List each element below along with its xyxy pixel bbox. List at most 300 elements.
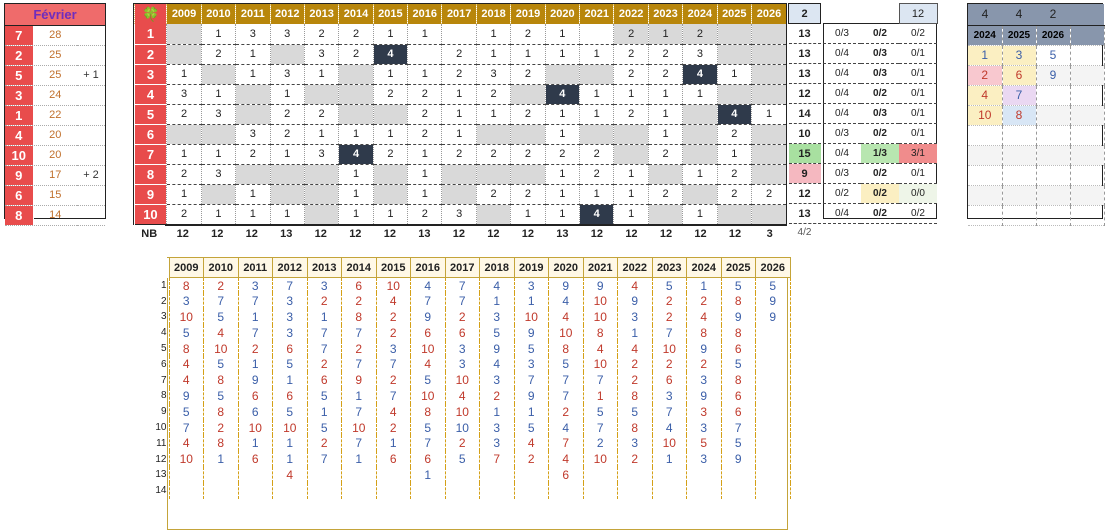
- bottom-row: [150, 483, 790, 499]
- bottom-cell: 6: [411, 451, 446, 467]
- ratio-cell: 0/4: [823, 84, 861, 104]
- grid-cell: [236, 164, 270, 184]
- bottom-cell: [756, 341, 791, 357]
- bottom-year-header: 2011: [238, 258, 273, 278]
- ratio-cell: 0/4: [823, 104, 861, 124]
- bottom-index: 12: [155, 453, 167, 465]
- bottom-cell: 10: [652, 435, 687, 451]
- year-header: 2020: [545, 4, 579, 24]
- recent-year-2026: 2026: [1036, 25, 1070, 45]
- bottom-cell: 9: [721, 309, 756, 325]
- bottom-cell: [756, 483, 791, 499]
- bottom-cell: 7: [445, 293, 480, 309]
- grid-cell: [304, 184, 338, 204]
- grid-row: [135, 44, 787, 64]
- bottom-cell: 5: [169, 325, 204, 341]
- grid-row: [135, 24, 787, 44]
- grid-cell: 1: [373, 124, 407, 144]
- ratio-cell: 0/3: [861, 104, 899, 124]
- recent-cell-empty: [1070, 205, 1104, 225]
- bottom-cell: 3: [480, 372, 515, 388]
- bottom-index: 1: [160, 279, 167, 291]
- grid-cell: [442, 184, 476, 204]
- bottom-cell: 5: [514, 420, 549, 436]
- grid-cell: 3: [442, 204, 476, 224]
- grid-cell: [614, 144, 648, 164]
- grid-cell: 1: [511, 44, 545, 64]
- year-header: 2011: [236, 4, 270, 24]
- bottom-cell: 5: [514, 341, 549, 357]
- total-value: 9: [789, 164, 821, 184]
- recent-row: [968, 45, 1104, 65]
- bottom-cell: 4: [618, 278, 653, 294]
- bottom-cell: 1: [618, 325, 653, 341]
- nb-count: 12: [511, 225, 546, 243]
- grid-cell: 3: [167, 84, 201, 104]
- recent-count-2025: 4: [1002, 4, 1036, 25]
- recent-cell: [1036, 165, 1070, 185]
- bottom-cell: 3: [273, 293, 308, 309]
- ranking-row: [5, 65, 105, 85]
- bottom-cell: 10: [238, 420, 273, 436]
- bottom-cell: 8: [342, 309, 377, 325]
- bottom-cell: 4: [652, 420, 687, 436]
- total-value: 13: [789, 44, 821, 64]
- bottom-cell: 10: [583, 309, 618, 325]
- bottom-cell: 5: [618, 404, 653, 420]
- bottom-row: [150, 404, 790, 420]
- bottom-cell: 7: [307, 341, 342, 357]
- grid-cell: 1: [408, 184, 442, 204]
- year-header: 2015: [373, 4, 407, 24]
- grid-cell: 2: [476, 84, 510, 104]
- recent-cell: [1036, 145, 1070, 165]
- bottom-cell: 4: [273, 467, 308, 483]
- bottom-cell: 3: [273, 325, 308, 341]
- bottom-cell: [721, 467, 756, 483]
- bottom-cell: 7: [376, 388, 411, 404]
- grid-cell: 2: [717, 164, 751, 184]
- bottom-cell: 7: [480, 451, 515, 467]
- bottom-cell: 5: [652, 278, 687, 294]
- grid-cell: 2: [511, 184, 545, 204]
- ranking-score: 14: [33, 205, 77, 225]
- grid-cell: [752, 64, 787, 84]
- nb-count: 12: [580, 225, 615, 243]
- grid-cell: 2: [408, 84, 442, 104]
- total-value: 12: [789, 84, 821, 104]
- grid-cell: 1: [545, 204, 579, 224]
- year-header: 2024: [683, 4, 717, 24]
- bottom-cell: 1: [307, 404, 342, 420]
- grid-cell: [752, 124, 787, 144]
- grid-cell: 2: [408, 204, 442, 224]
- row-number: 7: [135, 144, 167, 164]
- row-number: 1: [135, 24, 167, 44]
- bottom-cell: 9: [342, 372, 377, 388]
- grid-cell: 1: [201, 204, 235, 224]
- grid-cell: 2: [167, 104, 201, 124]
- bottom-cell: 5: [445, 451, 480, 467]
- bottom-cell: 7: [652, 325, 687, 341]
- bottom-row: [150, 309, 790, 325]
- recent-row: [968, 145, 1104, 165]
- ratio-cell: 0/2: [823, 184, 861, 204]
- bottom-cell: [756, 467, 791, 483]
- ranking-number: 3: [5, 85, 33, 105]
- bottom-cell: 6: [307, 372, 342, 388]
- bottom-cell: 10: [583, 293, 618, 309]
- grid-cell: 2: [511, 64, 545, 84]
- bottom-index: 7: [160, 374, 167, 386]
- bottom-cell: 1: [342, 388, 377, 404]
- bottom-cell: 9: [514, 388, 549, 404]
- bottom-cell: 2: [307, 293, 342, 309]
- ranking-row: [5, 45, 105, 65]
- bottom-cell: 1: [687, 278, 722, 294]
- grid-cell: 2: [304, 24, 338, 44]
- grid-cell: [545, 64, 579, 84]
- bottom-row: [150, 278, 790, 294]
- grid-cell: [683, 144, 717, 164]
- bottom-cell: 7: [238, 325, 273, 341]
- grid-cell: 1: [683, 204, 717, 224]
- bottom-cell: 6: [273, 341, 308, 357]
- bottom-year-header: 2024: [687, 258, 722, 278]
- ratio-cell: 0/1: [899, 64, 937, 84]
- year-header: 2019: [511, 4, 545, 24]
- grid-cell: 2: [442, 44, 476, 64]
- grid-cell: [304, 204, 338, 224]
- grid-cell: 1: [304, 124, 338, 144]
- bottom-index: 10: [155, 422, 167, 434]
- bottom-cell: [756, 356, 791, 372]
- grid-cell: [683, 104, 717, 124]
- bottom-year-header: 2017: [445, 258, 480, 278]
- bottom-year-header: 2010: [204, 258, 239, 278]
- ranking-score: 20: [33, 145, 77, 165]
- nb-count: 12: [338, 225, 373, 243]
- total-value: 14: [789, 104, 821, 124]
- recent-count-2024: 4: [968, 4, 1002, 25]
- nb-count: 12: [614, 225, 649, 243]
- bottom-cell: [652, 483, 687, 499]
- bottom-index: 2: [160, 295, 167, 307]
- bottom-cell: 7: [307, 451, 342, 467]
- row-number: 5: [135, 104, 167, 124]
- bottom-year-header: 2015: [376, 258, 411, 278]
- bottom-cell: 4: [549, 420, 584, 436]
- ranking-bonus: [77, 25, 105, 45]
- grid-cell: 1: [545, 104, 579, 124]
- grid-cell: [339, 64, 373, 84]
- bottom-cell: [204, 483, 239, 499]
- nb-count: 12: [683, 225, 718, 243]
- total-row: [789, 204, 821, 224]
- total-row: [789, 44, 821, 64]
- bottom-cell: 3: [376, 341, 411, 357]
- bottom-row: [150, 420, 790, 436]
- total-row: [789, 164, 821, 184]
- bottom-cell: 5: [411, 420, 446, 436]
- grid-cell: 1: [683, 164, 717, 184]
- bottom-cell: 2: [342, 341, 377, 357]
- bottom-cell: 3: [618, 309, 653, 325]
- totals-header: 2: [789, 4, 821, 24]
- bottom-cell: 7: [583, 420, 618, 436]
- ranking-score: 28: [33, 25, 77, 45]
- ratio-row: [823, 204, 937, 224]
- bottom-cell: [204, 467, 239, 483]
- grid-cell: 1: [408, 144, 442, 164]
- ranking-number: 4: [5, 125, 33, 145]
- grid-cell: 1: [236, 44, 270, 64]
- recent-row: [968, 125, 1104, 145]
- year-header: 2017: [442, 4, 476, 24]
- grid-cell: [752, 44, 787, 64]
- grid-cell: [442, 164, 476, 184]
- nb-label: NB: [141, 228, 158, 240]
- bottom-cell: 2: [204, 278, 239, 294]
- ranking-bonus: + 1: [77, 65, 105, 85]
- total-value: 12: [789, 184, 821, 204]
- ranking-score: 25: [33, 45, 77, 65]
- grid-cell: 1: [580, 84, 614, 104]
- bottom-cell: 5: [307, 388, 342, 404]
- grid-cell: 1: [545, 124, 579, 144]
- grid-cell: 3: [270, 64, 304, 84]
- bottom-cell: 4: [445, 388, 480, 404]
- bottom-cell: [514, 467, 549, 483]
- grid-cell: [201, 184, 235, 204]
- recent-count-2026: 2: [1036, 4, 1070, 25]
- grid-cell: [167, 24, 201, 44]
- grid-cell: [476, 204, 510, 224]
- bottom-cell: [756, 372, 791, 388]
- grid-cell: [717, 24, 751, 44]
- bottom-cell: 2: [307, 356, 342, 372]
- bottom-cell: 2: [445, 309, 480, 325]
- grid-row: [135, 184, 787, 204]
- bottom-cell: 6: [376, 451, 411, 467]
- bottom-cell: 7: [411, 293, 446, 309]
- grid-cell: 2: [717, 124, 751, 144]
- grid-cell: 1: [236, 64, 270, 84]
- grid-cell: 2: [476, 144, 510, 164]
- bottom-cell: 9: [411, 309, 446, 325]
- grid-cell: 1: [339, 204, 373, 224]
- grid-cell: 1: [648, 84, 682, 104]
- grid-cell: [752, 84, 787, 104]
- bottom-cell: 9: [687, 341, 722, 357]
- ratio-cell: 0/3: [823, 24, 861, 44]
- bottom-cell: 5: [273, 404, 308, 420]
- grid-cell: 2: [373, 84, 407, 104]
- bottom-cell: 5: [169, 404, 204, 420]
- recent-cell: [1036, 85, 1070, 105]
- bottom-cell: 2: [549, 404, 584, 420]
- bottom-year-header: 2026: [756, 258, 791, 278]
- bottom-cell: 4: [376, 404, 411, 420]
- bottom-cell: 6: [411, 325, 446, 341]
- bottom-cell: 7: [514, 372, 549, 388]
- nb-count: 12: [442, 225, 477, 243]
- year-header: 2013: [304, 4, 338, 24]
- grid-cell: 1: [408, 64, 442, 84]
- bottom-cell: 6: [273, 388, 308, 404]
- row-number: 4: [135, 84, 167, 104]
- grid-cell: [476, 124, 510, 144]
- bottom-cell: 6: [238, 388, 273, 404]
- ratio-cell: 0/1: [899, 104, 937, 124]
- grid-cell: 1: [476, 24, 510, 44]
- grid-cell: 2: [236, 144, 270, 164]
- ratio-row: [823, 24, 937, 44]
- bottom-cell: 8: [618, 388, 653, 404]
- ranking-row: [5, 105, 105, 125]
- grid-cell: 2: [339, 44, 373, 64]
- grid-cell: [373, 104, 407, 124]
- grid-cell: [752, 164, 787, 184]
- recent-row: [968, 85, 1104, 105]
- bottom-cell: 9: [238, 372, 273, 388]
- grid-cell: 1: [201, 84, 235, 104]
- ratio-cell: 0/1: [899, 124, 937, 144]
- bottom-cell: [445, 467, 480, 483]
- grid-cell: 1: [339, 184, 373, 204]
- bottom-cell: 7: [342, 404, 377, 420]
- nb-count: 13: [545, 225, 580, 243]
- ratio-cell: 0/1: [899, 84, 937, 104]
- bottom-cell: [376, 483, 411, 499]
- grid-cell: 2: [580, 164, 614, 184]
- bottom-cell: 3: [618, 435, 653, 451]
- grid-cell: 1: [167, 64, 201, 84]
- grid-cell: [476, 164, 510, 184]
- recent-row: [968, 205, 1104, 225]
- grid-cell: [717, 204, 751, 224]
- bottom-cell: [342, 483, 377, 499]
- recent-cell: [968, 185, 1002, 205]
- bottom-cell: [756, 435, 791, 451]
- bottom-cell: 5: [273, 356, 308, 372]
- recent-row: [968, 65, 1104, 85]
- bottom-cell: 4: [687, 309, 722, 325]
- year-header: 2010: [201, 4, 235, 24]
- bottom-row: [150, 372, 790, 388]
- bottom-cell: [687, 483, 722, 499]
- grid-cell: 2: [201, 44, 235, 64]
- nb-count: 13: [407, 225, 442, 243]
- ranking-number: 2: [5, 45, 33, 65]
- bottom-cell: [652, 467, 687, 483]
- bottom-cell: 7: [652, 404, 687, 420]
- bottom-cell: 8: [721, 293, 756, 309]
- grid-cell: [614, 124, 648, 144]
- row-number: 3: [135, 64, 167, 84]
- bottom-cell: 7: [342, 356, 377, 372]
- ranking-number: 6: [5, 185, 33, 205]
- ranking-score: 25: [33, 65, 77, 85]
- year-header: 2026: [752, 4, 787, 24]
- total-value: 10: [789, 124, 821, 144]
- bottom-cell: [307, 483, 342, 499]
- bottom-cell: 5: [307, 420, 342, 436]
- bottom-cell: 8: [721, 372, 756, 388]
- bottom-cell: 1: [273, 451, 308, 467]
- grid-cell: 1: [201, 144, 235, 164]
- year-header: 2014: [339, 4, 373, 24]
- grid-cell: 4: [373, 44, 407, 64]
- bottom-cell: 10: [342, 420, 377, 436]
- bottom-year-header: 2021: [583, 258, 618, 278]
- nb-count: 12: [718, 225, 753, 243]
- bottom-cell: 2: [652, 293, 687, 309]
- recent-cell: [1002, 125, 1036, 145]
- bottom-cell: 3: [480, 435, 515, 451]
- nb-count: 12: [235, 225, 270, 243]
- year-header: 2009: [167, 4, 201, 24]
- ratio-cell: 0/0: [899, 184, 937, 204]
- bottom-cell: 1: [273, 372, 308, 388]
- bottom-cell: 4: [514, 435, 549, 451]
- bottom-row: [150, 388, 790, 404]
- ratio-cell: 0/4: [823, 44, 861, 64]
- grid-cell: 1: [201, 24, 235, 44]
- bottom-year-header: 2009: [169, 258, 204, 278]
- grid-cell: [339, 84, 373, 104]
- bottom-cell: 8: [204, 404, 239, 420]
- bottom-cell: 4: [549, 293, 584, 309]
- bottom-year-header: 2014: [342, 258, 377, 278]
- ratio-row: [823, 44, 937, 64]
- bottom-index: 3: [160, 311, 167, 323]
- grid-cell: 1: [752, 104, 787, 124]
- ratio-cell: 0/4: [823, 144, 861, 164]
- grid-cell: 1: [339, 164, 373, 184]
- bottom-cell: 1: [238, 435, 273, 451]
- bottom-year-header: 2020: [549, 258, 584, 278]
- bottom-cell: 4: [204, 325, 239, 341]
- bottom-cell: 5: [756, 278, 791, 294]
- grid-cell: [683, 184, 717, 204]
- grid-cell: 2: [614, 24, 648, 44]
- bottom-year-header: 2025: [721, 258, 756, 278]
- ratio-row: [823, 124, 937, 144]
- ranking-bonus: + 2: [77, 165, 105, 185]
- total-row: [789, 184, 821, 204]
- bottom-cell: 4: [480, 278, 515, 294]
- bottom-cell: [583, 467, 618, 483]
- ranking-row: [5, 85, 105, 105]
- total-row: [789, 144, 821, 164]
- grid-cell: 4: [580, 204, 614, 224]
- bottom-index: 6: [160, 358, 167, 370]
- total-value: 15: [789, 144, 821, 164]
- recent-cell: [1002, 145, 1036, 165]
- bottom-cell: 3: [480, 420, 515, 436]
- bottom-cell: 3: [238, 278, 273, 294]
- bottom-cell: 5: [687, 435, 722, 451]
- bottom-year-header: 2019: [514, 258, 549, 278]
- ranking-bonus: [77, 105, 105, 125]
- bottom-cell: 1: [411, 467, 446, 483]
- recent-cell: 10: [968, 105, 1002, 125]
- bottom-cell: [480, 483, 515, 499]
- grid-row: [135, 104, 787, 124]
- grid-cell: 1: [545, 24, 579, 44]
- ratio-cell: 0/1: [899, 164, 937, 184]
